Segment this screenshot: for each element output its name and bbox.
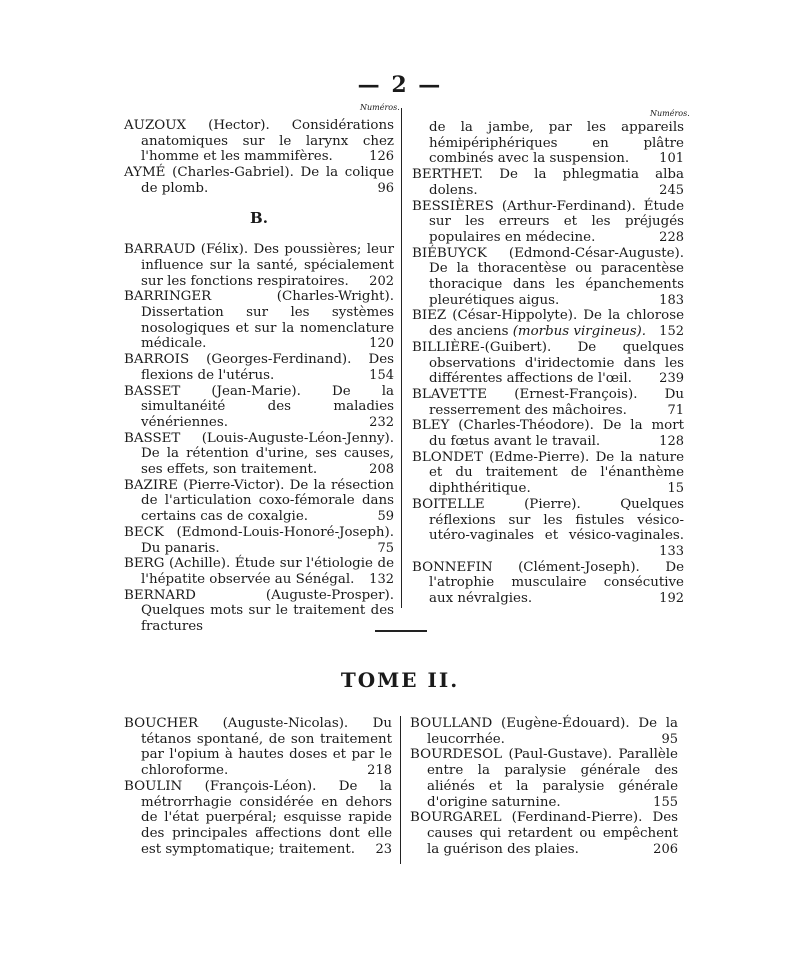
tome2-left-column	[124, 716, 392, 857]
index-entry	[410, 747, 678, 810]
entry-title: BARROIS (Georges-Ferdinand). Des flexions de l'utérus.	[124, 352, 394, 383]
index-entry	[124, 431, 394, 478]
entry-number: 128	[659, 434, 684, 450]
entry-title: BILLIÈRE-(Guibert). De quelques observations d'iridectomie dans les différentes affections de l'œil.	[412, 339, 684, 387]
entry-text	[410, 747, 678, 810]
index-entry	[124, 289, 394, 352]
tome2-right-column	[410, 716, 678, 857]
entry-number: 59	[377, 509, 394, 525]
entry-title: BLAVETTE (Ernest-François). Du resserrement des mâchoires.	[412, 386, 684, 418]
entry-number: 192	[659, 591, 684, 607]
index-entry	[412, 450, 684, 497]
tome-title: TOME II.	[340, 668, 460, 692]
index-entry	[124, 352, 394, 383]
entry-text	[124, 779, 392, 858]
entry-text	[124, 289, 394, 352]
entry-text	[412, 560, 684, 607]
entry-title: BOUCHER (Auguste-Nicolas). Du tétanos spontané, de son traitement par l'opium à hautes doses et par le chloroforme.	[124, 716, 392, 779]
index-entry	[124, 242, 394, 289]
entry-title: BOITELLE (Pierre). Quelques réflexions sur les fistules vésico-utéro-vaginales et vésico-vaginales.	[412, 496, 684, 544]
entry-text	[410, 716, 678, 747]
entry-number: 218	[367, 763, 392, 779]
entry-number: 206	[653, 841, 678, 857]
entry-number: 228	[659, 229, 684, 245]
entry-title: BOULLAND (Eugène-Édouard). De la leucorrhée.	[410, 716, 678, 747]
index-entry	[412, 246, 684, 309]
entry-number: 96	[377, 180, 394, 196]
entry-title: BARRAUD (Félix). Des poussières; leur influence sur la santé, spécialement sur les fonctions respiratoires.	[124, 242, 394, 289]
entry-title: BLEY (Charles-Théodore). De la mort du fœtus avant le travail.	[412, 418, 684, 450]
entry-title: BIÉBUYCK (Edmond-César-Auguste). De la thoracentèse ou paracentèse thoracique dans les épanchements pleurétiques aigus.	[412, 245, 684, 308]
entry-text	[410, 810, 678, 857]
entry-text	[124, 525, 394, 556]
numeros-label-left: Numéros.	[360, 103, 400, 112]
numeros-label-right: Numéros.	[650, 109, 690, 118]
entry-number: 154	[369, 367, 394, 383]
entry-number: 155	[653, 794, 678, 810]
entry-title: de la jambe, par les appareils hémipériphériques en plâtre combinés avec la suspension.	[429, 120, 684, 167]
entry-title: BIEZ (César-Hippolyte). De la chlorose des anciens	[412, 308, 684, 340]
index-entry	[124, 779, 392, 858]
entry-number: 95	[661, 731, 678, 747]
index-entry	[124, 525, 394, 556]
entry-title: BARRINGER (Charles-Wright). Dissertation sur les systèmes nosologiques et sur la nomenclature médicale.	[124, 289, 394, 352]
index-entry	[412, 340, 684, 387]
tome1-left-column	[124, 118, 394, 635]
entry-number: 208	[369, 462, 394, 478]
entry-title: BASSET (Louis-Auguste-Léon-Jenny). De la rétention d'urine, ses causes, ses effets, son traitement.	[124, 430, 394, 478]
entry-text	[124, 716, 392, 779]
index-entry	[124, 478, 394, 525]
entry-text	[412, 120, 684, 167]
entry-title: BERTHET. De la phlegmatia alba dolens.	[412, 167, 684, 198]
entry-text	[412, 418, 684, 449]
index-entry	[412, 167, 684, 198]
entry-title: BAZIRE (Pierre-Victor). De la résection de l'articulation coxo-fémorale dans certains cas de coxalgie.	[124, 477, 394, 525]
entry-title: AUZOUX (Hector). Considérations anatomiques sur le larynx chez l'homme et les mammifères.	[124, 118, 394, 165]
entry-title: AYMÉ (Charles-Gabriel). De la colique de plomb.	[124, 165, 394, 196]
entry-title: BONNEFIN (Clément-Joseph). De l'atrophie musculaire consécutive aux névralgies.	[412, 559, 684, 607]
entry-number: 132	[369, 571, 394, 587]
entry-title: BOULIN (François-Léon). De la métrorrhagie considérée en dehors de l'état puerpéral; esquisse rapide des principales affections dont elle est symptomatique; traitement.	[124, 778, 392, 857]
entry-title: BERNARD (Auguste-Prosper). Quelques mots sur le traitement des fractures	[124, 587, 394, 635]
entry-text	[412, 199, 684, 246]
entry-text	[412, 246, 684, 309]
entry-text	[412, 450, 684, 497]
entry-number: 126	[369, 149, 394, 165]
entry-title: BERG (Achille). Étude sur l'étiologie de l'hépatite observée au Sénégal.	[124, 556, 394, 587]
index-entry	[412, 308, 684, 339]
entry-number: 239	[659, 371, 684, 387]
entry-number: 101	[659, 151, 684, 167]
index-entry	[124, 716, 392, 779]
index-entry	[410, 810, 678, 857]
entry-text	[124, 556, 394, 587]
entry-text	[412, 497, 684, 560]
entry-title: BOURGAREL (Ferdinand-Pierre). Des causes qui retardent ou empêchent la guérison des plaies.	[410, 810, 678, 857]
index-entry	[124, 118, 394, 165]
page-number: — 2 —	[357, 72, 443, 98]
index-entry	[124, 165, 394, 196]
entry-text	[124, 242, 394, 289]
entry-number: 133	[659, 543, 684, 559]
section-letter: B.	[250, 208, 268, 227]
entry-number: 202	[369, 273, 394, 289]
entry-title: BLONDET (Edme-Pierre). De la nature et du traitement de l'énanthème diphthéritique.	[412, 449, 684, 497]
entry-text	[412, 387, 684, 418]
entry-number: 15	[667, 481, 684, 497]
entry-number: 23	[375, 841, 392, 857]
entry-number: 232	[369, 414, 394, 430]
index-entry	[412, 418, 684, 449]
entry-number: 71	[667, 402, 684, 418]
index-entry	[412, 497, 684, 560]
entry-text	[124, 478, 394, 525]
entry-number: 183	[659, 292, 684, 308]
tome1-right-column	[412, 120, 684, 607]
entry-number: 245	[659, 182, 684, 198]
entry-text	[124, 384, 394, 431]
entry-text	[412, 340, 684, 387]
index-entry	[124, 384, 394, 431]
entry-title: BECK (Edmond-Louis-Honoré-Joseph). Du panaris.	[124, 524, 394, 556]
index-entry	[412, 120, 684, 167]
entry-text	[124, 118, 394, 165]
entry-number: 75	[377, 540, 394, 556]
index-entry	[412, 387, 684, 418]
entry-text	[124, 588, 394, 635]
column-divider	[401, 108, 402, 608]
index-entry	[124, 556, 394, 587]
entry-text	[124, 165, 394, 196]
column-divider-2	[400, 716, 401, 864]
entry-text	[412, 167, 684, 198]
index-entry	[412, 199, 684, 246]
index-entry	[412, 560, 684, 607]
entry-italic: (morbus virgineus).	[512, 324, 647, 340]
entry-text	[124, 352, 394, 383]
entry-text	[124, 431, 394, 478]
entry-number: 152	[659, 324, 684, 340]
section-rule	[375, 630, 427, 632]
index-entry	[410, 716, 678, 747]
entry-title: BESSIÈRES (Arthur-Ferdinand). Étude sur les erreurs et les préjugés populaires en médecine.	[412, 198, 684, 245]
entry-text	[412, 308, 684, 339]
entry-title: BOURDESOL (Paul-Gustave). Parallèle entre la paralysie générale des aliénés et la paralysie générale d'origine saturnine.	[410, 747, 678, 810]
index-entry	[124, 588, 394, 635]
entry-title: BASSET (Jean-Marie). De la simultanéité des maladies vénériennes.	[124, 383, 394, 430]
entry-number: 120	[369, 336, 394, 352]
